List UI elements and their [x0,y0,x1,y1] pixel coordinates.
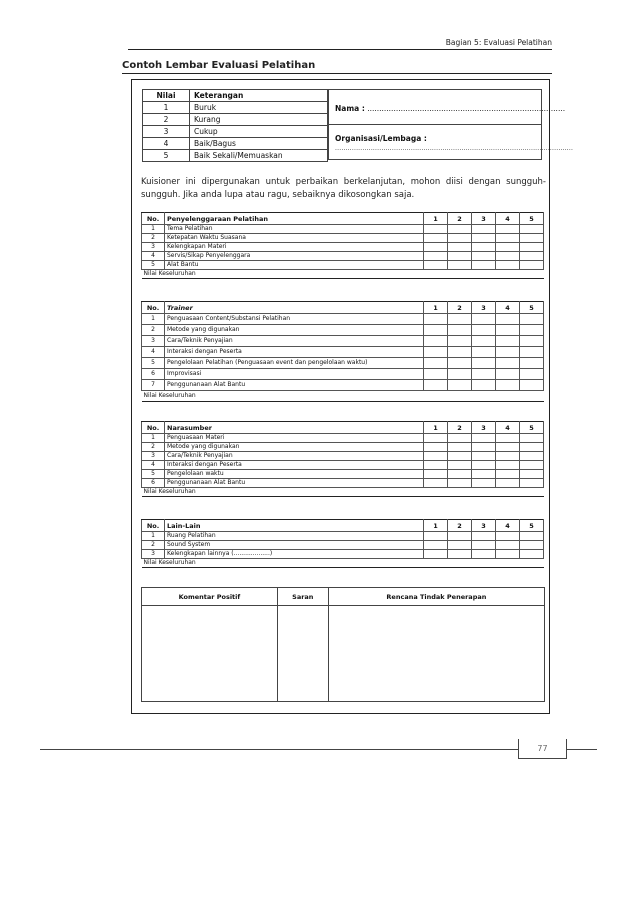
score-cell[interactable] [520,532,544,541]
table-row [142,452,544,461]
footer-rule-right [567,749,597,750]
score-cell[interactable] [448,470,472,479]
score-cell[interactable] [424,325,448,336]
score-cell[interactable] [472,461,496,470]
score-cell[interactable] [448,325,472,336]
suggestions-header: Saran [277,588,328,606]
item-label: Improvisasi [165,369,424,380]
item-number: 2 [142,443,165,452]
score-cell[interactable] [424,314,448,325]
item-number: 4 [142,252,165,261]
score-header-5: 5 [520,302,544,314]
item-number: 6 [142,479,165,488]
score-cell[interactable] [448,541,472,550]
score-cell[interactable] [448,380,472,391]
identity-box [328,89,574,160]
score-cell[interactable] [496,479,520,488]
section-title-penyelenggaraan: Penyelenggaraan Pelatihan [165,213,424,225]
score-cell[interactable] [496,243,520,252]
score-cell[interactable] [424,532,448,541]
penyelenggaraan-table [141,212,544,279]
table-row [142,225,544,234]
score-cell[interactable] [448,252,472,261]
legend-row [143,126,328,138]
score-cell[interactable] [472,470,496,479]
table-row [142,358,544,369]
total-row [142,391,544,402]
item-number: 2 [142,541,165,550]
total-label: Nilai Keseluruhan [142,559,544,568]
score-cell[interactable] [424,347,448,358]
item-label: Pengelolaan waktu [165,470,424,479]
item-label: Cara/Teknik Penyajian [165,336,424,347]
score-header-1: 1 [424,213,448,225]
table-row [142,234,544,243]
item-number: 6 [142,369,165,380]
score-header-3: 3 [472,422,496,434]
no-header: No. [142,520,165,532]
table-row [142,532,544,541]
score-cell[interactable] [496,358,520,369]
total-row [142,559,544,568]
score-header-2: 2 [448,422,472,434]
score-cell[interactable] [448,336,472,347]
score-header-2: 2 [448,520,472,532]
score-header-3: 3 [472,213,496,225]
score-cell[interactable] [520,234,544,243]
name-dots: ................................................................................... [367,104,566,113]
legend-row [143,150,328,162]
score-cell[interactable] [448,479,472,488]
item-label: Alat Bantu [165,261,424,270]
table-row [142,550,544,559]
score-header-1: 1 [424,520,448,532]
score-cell[interactable] [472,243,496,252]
table-row [142,434,544,443]
table-row [142,380,544,391]
score-header-5: 5 [520,422,544,434]
score-cell[interactable] [520,261,544,270]
score-cell[interactable] [424,234,448,243]
score-cell[interactable] [448,452,472,461]
item-label: Penguasaan Content/Substansi Pelatihan [165,314,424,325]
item-label: Kelengkapan Materi [165,243,424,252]
score-cell[interactable] [496,380,520,391]
total-label: Nilai Keseluruhan [142,270,544,279]
score-cell[interactable] [496,369,520,380]
item-number: 3 [142,336,165,347]
score-cell[interactable] [424,550,448,559]
score-cell[interactable] [496,325,520,336]
score-cell[interactable] [520,452,544,461]
score-header-4: 4 [496,213,520,225]
no-header: No. [142,422,165,434]
score-cell[interactable] [448,358,472,369]
item-label: Sound System [165,541,424,550]
legend-header-nilai: Nilai [143,90,190,102]
name-row [329,90,566,125]
item-label: Kelengkapan lainnya (...................) [165,550,424,559]
action-plan-field[interactable] [328,606,544,702]
legend-description: Buruk [190,102,328,114]
item-number: 4 [142,347,165,358]
score-cell[interactable] [520,243,544,252]
no-header: No. [142,213,165,225]
score-cell[interactable] [520,358,544,369]
trainer-header [142,302,544,314]
score-cell[interactable] [520,369,544,380]
no-header: No. [142,302,165,314]
score-cell[interactable] [472,358,496,369]
score-cell[interactable] [448,314,472,325]
table-row [142,369,544,380]
score-cell[interactable] [472,434,496,443]
legend-row [143,114,328,126]
legend-description: Baik Sekali/Memuaskan [190,150,328,162]
comments-table [141,587,545,702]
score-cell[interactable] [520,443,544,452]
legend-value: 1 [143,102,190,114]
trainer-table [141,301,544,402]
item-number: 1 [142,314,165,325]
table-row [142,479,544,488]
score-cell[interactable] [520,252,544,261]
table-row [142,252,544,261]
item-label: Ketepatan Waktu Suasana [165,234,424,243]
score-cell[interactable] [520,470,544,479]
score-cell[interactable] [520,314,544,325]
score-cell[interactable] [520,380,544,391]
score-cell[interactable] [424,479,448,488]
score-cell[interactable] [448,532,472,541]
table-row [142,243,544,252]
item-number: 1 [142,225,165,234]
score-cell[interactable] [472,550,496,559]
narasumber-header [142,422,544,434]
legend-value: 4 [143,138,190,150]
item-number: 5 [142,358,165,369]
score-cell[interactable] [496,347,520,358]
score-cell[interactable] [472,347,496,358]
table-row [142,325,544,336]
item-label: Metode yang digunakan [165,443,424,452]
score-cell[interactable] [472,541,496,550]
name-field[interactable] [335,104,565,113]
table-row [142,541,544,550]
score-cell[interactable] [496,470,520,479]
score-header-4: 4 [496,422,520,434]
item-number: 3 [142,243,165,252]
item-label: Metode yang digunakan [165,325,424,336]
score-cell[interactable] [520,434,544,443]
score-cell[interactable] [472,234,496,243]
score-cell[interactable] [448,434,472,443]
positive-comments-field[interactable] [142,606,278,702]
score-cell[interactable] [496,314,520,325]
score-cell[interactable] [424,252,448,261]
item-number: 5 [142,470,165,479]
score-cell[interactable] [520,479,544,488]
score-cell[interactable] [448,347,472,358]
score-cell[interactable] [472,532,496,541]
score-cell[interactable] [472,252,496,261]
title-rule [122,73,552,74]
positive-comments-header: Komentar Positif [142,588,278,606]
name-label: Nama : [335,104,365,113]
comments-body [142,606,545,702]
footer-rule [40,749,518,750]
rating-legend-table [142,89,328,162]
legend-value: 3 [143,126,190,138]
score-cell[interactable] [448,243,472,252]
item-number: 2 [142,325,165,336]
organization-field[interactable]: ................................................................................................................. [335,145,574,152]
table-row [142,336,544,347]
table-row [142,470,544,479]
legend-header-keterangan: Keterangan [190,90,328,102]
score-cell[interactable] [520,541,544,550]
score-cell[interactable] [520,550,544,559]
suggestions-field[interactable] [277,606,328,702]
score-cell[interactable] [520,225,544,234]
item-label: Tema Pelatihan [165,225,424,234]
score-cell[interactable] [496,532,520,541]
score-cell[interactable] [424,434,448,443]
score-cell[interactable] [496,234,520,243]
item-number: 5 [142,261,165,270]
item-number: 3 [142,550,165,559]
score-cell[interactable] [472,261,496,270]
score-cell[interactable] [424,225,448,234]
score-header-1: 1 [424,422,448,434]
score-cell[interactable] [496,452,520,461]
score-cell[interactable] [448,369,472,380]
organization-label: Organisasi/Lembaga : [335,134,427,143]
score-cell[interactable] [424,380,448,391]
score-cell[interactable] [472,479,496,488]
score-cell[interactable] [448,225,472,234]
item-label: Servis/Sikap Penyelenggara [165,252,424,261]
score-cell[interactable] [472,325,496,336]
score-cell[interactable] [520,325,544,336]
score-header-5: 5 [520,213,544,225]
score-cell[interactable] [496,261,520,270]
item-number: 1 [142,434,165,443]
score-header-1: 1 [424,302,448,314]
legend-description: Cukup [190,126,328,138]
score-cell[interactable] [496,541,520,550]
total-row [142,270,544,279]
score-cell[interactable] [424,243,448,252]
table-row [142,261,544,270]
item-number: 3 [142,452,165,461]
score-cell[interactable] [424,470,448,479]
page-title: Contoh Lembar Evaluasi Pelatihan [122,60,316,71]
score-cell[interactable] [496,336,520,347]
score-cell[interactable] [472,314,496,325]
legend-description: Kurang [190,114,328,126]
score-cell[interactable] [424,358,448,369]
table-row [142,314,544,325]
legend-row [143,102,328,114]
action-plan-header: Rencana Tindak Penerapan [328,588,544,606]
score-cell[interactable] [424,443,448,452]
item-number: 4 [142,461,165,470]
score-header-2: 2 [448,213,472,225]
score-cell[interactable] [496,461,520,470]
item-label: Cara/Teknik Penyajian [165,452,424,461]
score-cell[interactable] [472,380,496,391]
score-header-3: 3 [472,520,496,532]
total-label: Nilai Keseluruhan [142,391,544,402]
comments-header [142,588,545,606]
legend-value: 5 [143,150,190,162]
score-cell[interactable] [472,443,496,452]
score-cell[interactable] [424,369,448,380]
score-cell[interactable] [520,347,544,358]
legend-value: 2 [143,114,190,126]
score-header-3: 3 [472,302,496,314]
table-row [142,443,544,452]
score-cell[interactable] [496,225,520,234]
score-cell[interactable] [496,252,520,261]
score-cell[interactable] [496,434,520,443]
running-header: Bagian 5: Evaluasi Pelatihan [445,38,552,47]
section-title-narasumber: Narasumber [165,422,424,434]
section-title-lainlain: Lain-Lain [165,520,424,532]
score-cell[interactable] [520,461,544,470]
page-number: 77 [537,744,548,753]
total-label: Nilai Keseluruhan [142,488,544,497]
score-cell[interactable] [424,461,448,470]
score-cell[interactable] [520,336,544,347]
score-cell[interactable] [472,369,496,380]
item-label: Interaksi dengan Peserta [165,347,424,358]
item-label: Penggunanaan Alat Bantu [165,380,424,391]
intro-paragraph: Kuisioner ini dipergunakan untuk perbaikan berkelanjutan, mohon diisi dengan sungguh-sungguh. Jika anda lupa atau ragu, sebaiknya dikosongkan saja. [141,177,546,200]
score-cell[interactable] [448,443,472,452]
table-row [142,347,544,358]
score-cell[interactable] [496,550,520,559]
item-label: Penggunanaan Alat Bantu [165,479,424,488]
score-cell[interactable] [472,336,496,347]
score-cell[interactable] [424,452,448,461]
score-header-4: 4 [496,302,520,314]
item-label: Interaksi dengan Peserta [165,461,424,470]
score-cell[interactable] [424,261,448,270]
lainlain-table [141,519,544,568]
score-cell[interactable] [448,550,472,559]
lainlain-header [142,520,544,532]
legend-row [143,138,328,150]
score-cell[interactable] [496,443,520,452]
legend-header-row [143,90,328,102]
penyelenggaraan-header [142,213,544,225]
score-header-5: 5 [520,520,544,532]
item-label: Pengelolaan Pelatihan (Penguasaan event dan pengelolaan waktu) [165,358,424,369]
narasumber-table [141,421,544,497]
item-label: Ruang Pelatihan [165,532,424,541]
item-number: 2 [142,234,165,243]
score-cell[interactable] [424,541,448,550]
header-rule [128,49,552,50]
score-cell[interactable] [448,261,472,270]
section-title-trainer: Trainer [165,302,424,314]
score-header-2: 2 [448,302,472,314]
item-label: Penguasaan Materi [165,434,424,443]
score-header-4: 4 [496,520,520,532]
table-row [142,461,544,470]
total-row [142,488,544,497]
item-number: 1 [142,532,165,541]
score-cell[interactable] [472,225,496,234]
item-number: 7 [142,380,165,391]
score-cell[interactable] [448,461,472,470]
legend-description: Baik/Bagus [190,138,328,150]
score-cell[interactable] [472,452,496,461]
score-cell[interactable] [424,336,448,347]
score-cell[interactable] [448,234,472,243]
